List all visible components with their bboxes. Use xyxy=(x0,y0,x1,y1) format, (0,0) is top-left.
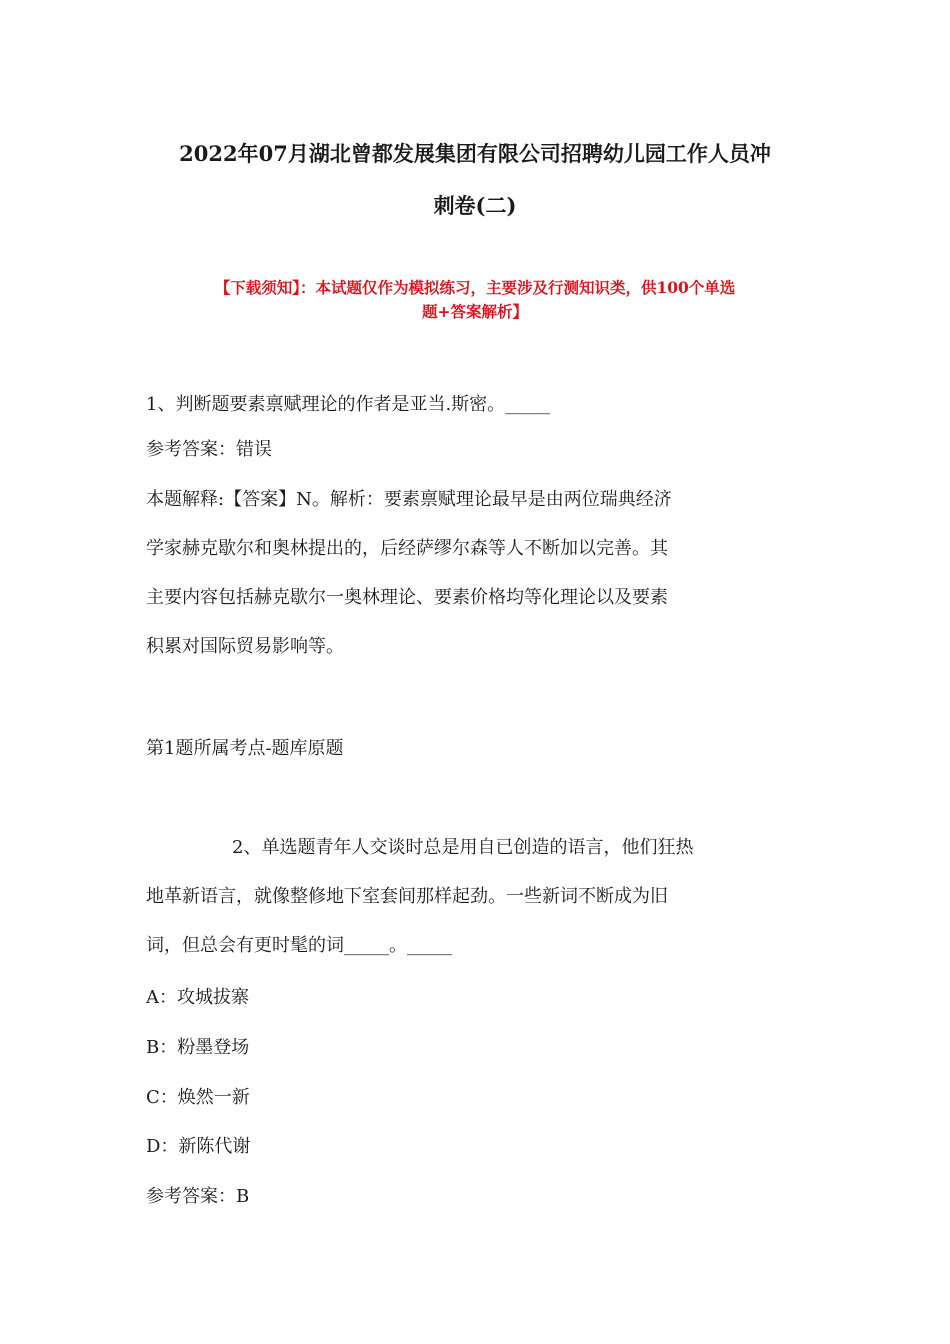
title-line-2: 刺卷(二) xyxy=(433,193,517,218)
title-line-1: 2022年07月湖北曾都发展集团有限公司招聘幼儿园工作人员冲 xyxy=(179,141,771,166)
q2-option-c: C：焕然一新 xyxy=(146,1087,250,1108)
download-notice xyxy=(140,276,810,324)
q1-explanation-line: 学家赫克歇尔和奥林提出的，后经萨缪尔森等人不断加以完善。其 xyxy=(146,538,668,559)
q2-option-a: A：攻城拔寨 xyxy=(146,987,249,1008)
q2-question-line: 地革新语言，就像整修地下室套间那样起劲。一些新词不断成为旧 xyxy=(146,886,668,907)
q2-option-b: B：粉墨登场 xyxy=(146,1037,250,1058)
q2-question xyxy=(146,823,808,970)
q2-question-line: 词，但总会有更时髦的词_____。_____ xyxy=(146,935,452,956)
q1-explanation-line: 主要内容包括赫克歇尔一奥林理论、要素价格均等化理论以及要素 xyxy=(146,587,668,608)
notice-line-1: 【下载须知】：本试题仅作为模拟练习，主要涉及行测知识类，供100个单选 xyxy=(214,278,736,297)
q1-question: 1、判断题要素禀赋理论的作者是亚当.斯密。_____ xyxy=(146,394,551,415)
q2-option-d: D：新陈代谢 xyxy=(146,1136,251,1157)
q1-explanation-line: 本题解释:【答案】N。解析：要素禀赋理论最早是由两位瑞典经济 xyxy=(146,489,672,510)
q1-point: 第1题所属考点-题库原题 xyxy=(146,738,344,759)
notice-line-2: 题+答案解析】 xyxy=(422,302,528,321)
q2-question-line: 2、单选题青年人交谈时总是用自已创造的语言，他们狂热 xyxy=(232,837,694,858)
q1-answer: 参考答案：错误 xyxy=(146,439,272,460)
q1-explanation-line: 积累对国际贸易影响等。 xyxy=(146,636,344,657)
q1-explanation xyxy=(146,475,808,671)
document-title xyxy=(120,128,830,232)
q2-answer: 参考答案：B xyxy=(146,1186,250,1207)
